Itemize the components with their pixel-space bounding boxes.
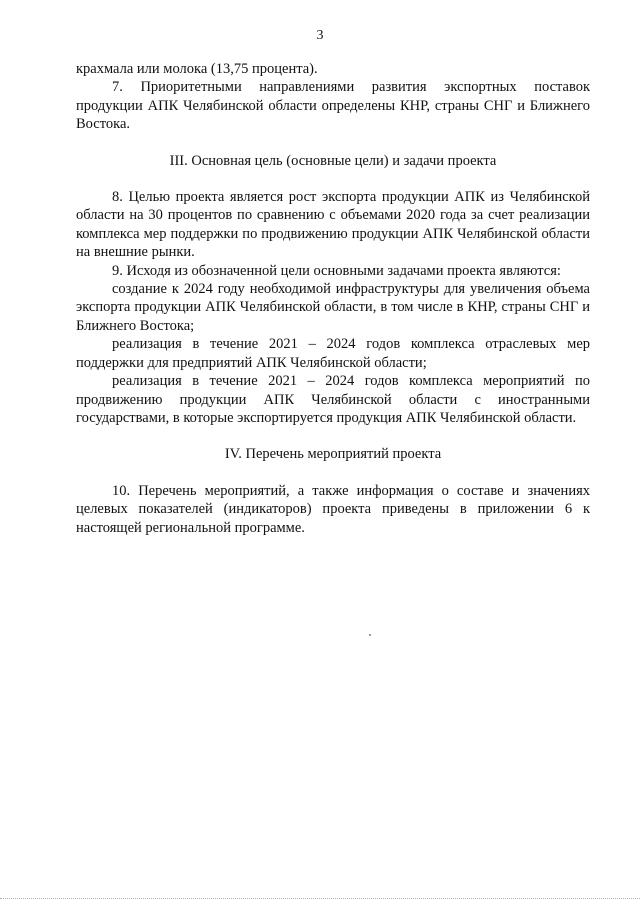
paragraph-7: 7. Приоритетными направлениями развития экспортных поставок продукции АПК Челябинской области определены КНР, страны СНГ и Ближнего Востока. bbox=[76, 79, 590, 133]
paragraph-8: 8. Целью проекта является рост экспорта продукции АПК из Челябинской области на 30 процентов по сравнению с объемами 2020 года за счет реализации комплекса мер поддержки по продвижению продукции АПК Челябинской области на внешние рынки. bbox=[76, 189, 590, 261]
footer-rule bbox=[0, 898, 640, 899]
section-4-heading: IV. Перечень мероприятий проекта bbox=[224, 446, 442, 463]
task-item-3: реализация в течение 2021 – 2024 годов комплекса мероприятий по продвижению продукции АПК Челябинской области с иностранными государствами, в которые экспортируется продукция АПК Челябинской области. bbox=[76, 373, 590, 426]
paragraph-9: 9. Исходя из обозначенной цели основными задачами проекта являются: bbox=[112, 262, 561, 279]
paragraph-continuation: крахмала или молока (13,75 процента). bbox=[76, 61, 318, 77]
page-number: 3 bbox=[316, 28, 324, 43]
task-item-1: создание к 2024 году необходимой инфраструктуры для увеличения объема экспорта продукции АПК Челябинской области, в том числе в КНР, страны СНГ и Ближнего Востока; bbox=[76, 281, 590, 334]
paragraph-10: 10. Перечень мероприятий, а также информация о составе и значениях целевых показателей (индикаторов) проекта приведены в приложении 6 к настоящей региональной программе. bbox=[76, 482, 590, 536]
document-body bbox=[76, 60, 590, 537]
task-item-2: реализация в течение 2021 – 2024 годов комплекса отраслевых мер поддержки для предприятий АПК Челябинской области; bbox=[76, 336, 590, 371]
scan-speck bbox=[369, 634, 371, 636]
section-3-heading: III. Основная цель (основные цели) и задачи проекта bbox=[169, 152, 497, 169]
